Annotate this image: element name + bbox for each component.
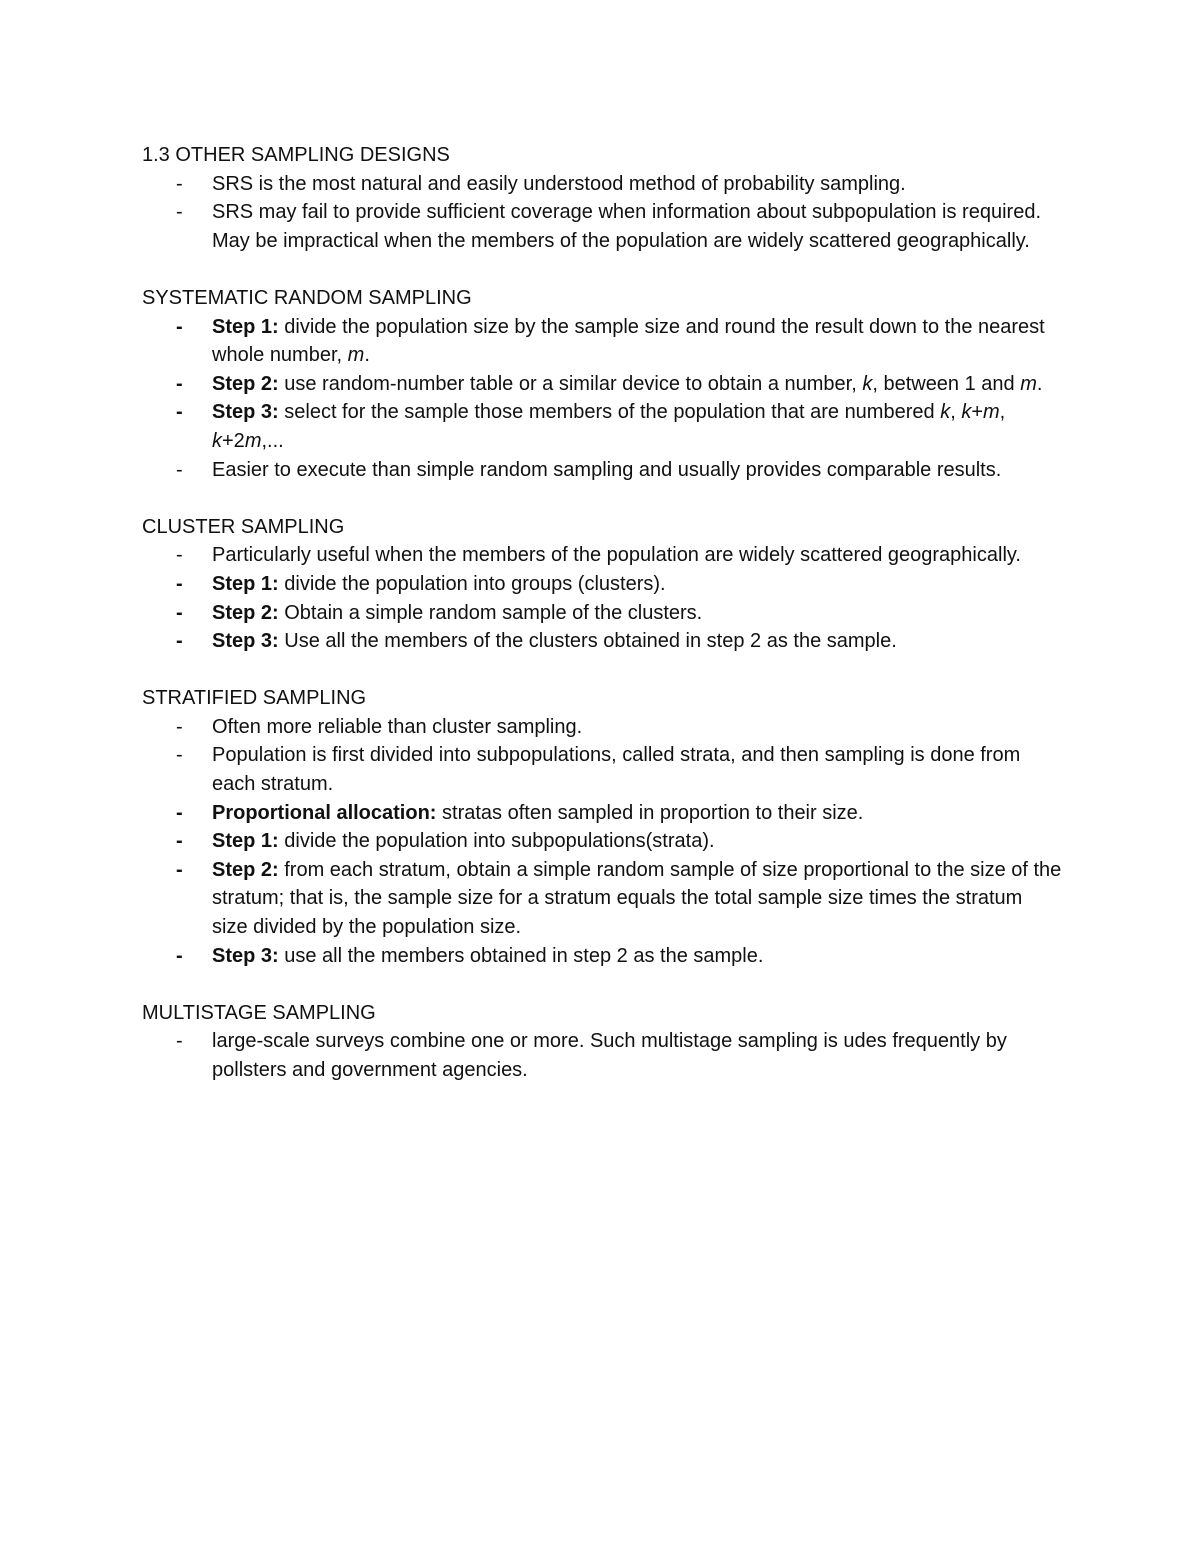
item-lead-label: Step 1: bbox=[212, 830, 279, 853]
item-lead-label: Proportional allocation: bbox=[212, 801, 437, 824]
item-text: SRS may fail to provide sufficient coverage when information about subpopulation is required. May be impractical when the members of the population are widely scattered geographically. bbox=[212, 201, 1041, 252]
item-text: select for the sample those members of the population that are numbered k, k+m, k+2m,... bbox=[212, 401, 1006, 452]
bullet-dash-icon: - bbox=[176, 572, 183, 595]
bullet-dash-icon: - bbox=[176, 201, 183, 224]
item-text: use random-number table or a similar device to obtain a number, k, between 1 and m. bbox=[284, 372, 1043, 395]
bullet-dash-icon: - bbox=[176, 715, 183, 738]
bullet-list bbox=[142, 713, 1062, 970]
list-item bbox=[142, 599, 1062, 628]
list-item bbox=[142, 313, 1062, 370]
section-cluster-sampling bbox=[142, 513, 1062, 656]
list-item bbox=[142, 198, 1062, 255]
bullet-dash-icon: - bbox=[176, 601, 183, 624]
item-lead-label: Step 1: bbox=[212, 315, 279, 338]
section-systematic-random-sampling bbox=[142, 284, 1062, 484]
list-item bbox=[142, 370, 1062, 399]
item-lead-label: Step 2: bbox=[212, 858, 279, 881]
bullet-dash-icon: - bbox=[176, 401, 183, 424]
bullet-dash-icon: - bbox=[176, 315, 183, 338]
list-item bbox=[142, 170, 1062, 199]
item-text: large-scale surveys combine one or more. Such multistage sampling is udes frequently by pollsters and government agencies. bbox=[212, 1030, 1007, 1081]
bullet-list bbox=[142, 541, 1062, 655]
item-lead-label: Step 2: bbox=[212, 601, 279, 624]
bullet-dash-icon: - bbox=[176, 830, 183, 853]
document-page bbox=[142, 141, 1062, 1113]
item-text: stratas often sampled in proportion to their size. bbox=[442, 801, 864, 824]
section-heading: 1.3 OTHER SAMPLING DESIGNS bbox=[142, 144, 450, 166]
bullet-dash-icon: - bbox=[176, 172, 183, 195]
bullet-dash-icon: - bbox=[176, 744, 183, 767]
item-text: Use all the members of the clusters obtained in step 2 as the sample. bbox=[284, 630, 897, 653]
item-text: use all the members obtained in step 2 as the sample. bbox=[284, 944, 764, 967]
item-text: divide the population size by the sample size and round the result down to the nearest whole number, m. bbox=[212, 315, 1045, 367]
section-other-sampling-designs bbox=[142, 141, 1062, 255]
item-text: from each stratum, obtain a simple random sample of size proportional to the size of the stratum; that is, the sample size for a stratum equals the total sample size times the stratum size divided by the population size. bbox=[212, 858, 1062, 939]
item-text: Particularly useful when the members of the population are widely scattered geographically. bbox=[212, 544, 1021, 567]
bullet-list bbox=[142, 313, 1062, 485]
item-text: divide the population into subpopulations(strata). bbox=[284, 830, 715, 853]
list-item bbox=[142, 856, 1062, 942]
bullet-dash-icon: - bbox=[176, 372, 183, 395]
bullet-dash-icon: - bbox=[176, 630, 183, 653]
item-text: SRS is the most natural and easily understood method of probability sampling. bbox=[212, 172, 906, 195]
item-text: divide the population into groups (clusters). bbox=[284, 572, 666, 595]
list-item bbox=[142, 827, 1062, 856]
item-lead-label: Step 3: bbox=[212, 944, 279, 967]
section-stratified-sampling bbox=[142, 684, 1062, 970]
section-heading: CLUSTER SAMPLING bbox=[142, 515, 345, 538]
item-text: Easier to execute than simple random sampling and usually provides comparable results. bbox=[212, 458, 1002, 481]
list-item bbox=[142, 398, 1062, 455]
list-item bbox=[142, 713, 1062, 742]
bullet-dash-icon: - bbox=[176, 858, 183, 881]
item-text: Often more reliable than cluster sampling. bbox=[212, 715, 583, 738]
section-heading: SYSTEMATIC RANDOM SAMPLING bbox=[142, 286, 472, 309]
item-text: Population is first divided into subpopulations, called strata, and then sampling is done from each stratum. bbox=[212, 744, 1021, 796]
item-lead-label: Step 1: bbox=[212, 572, 279, 595]
section-heading: STRATIFIED SAMPLING bbox=[142, 687, 367, 710]
item-text: Obtain a simple random sample of the clusters. bbox=[284, 601, 703, 624]
bullet-dash-icon: - bbox=[176, 801, 183, 824]
item-lead-label: Step 2: bbox=[212, 372, 279, 395]
bullet-dash-icon: - bbox=[176, 1030, 183, 1053]
item-lead-label: Step 3: bbox=[212, 630, 279, 653]
list-item bbox=[142, 456, 1062, 485]
section-multistage-sampling bbox=[142, 999, 1062, 1085]
bullet-dash-icon: - bbox=[176, 458, 183, 481]
list-item bbox=[142, 799, 1062, 828]
item-lead-label: Step 3: bbox=[212, 401, 279, 424]
bullet-dash-icon: - bbox=[176, 544, 183, 567]
list-item bbox=[142, 627, 1062, 656]
bullet-dash-icon: - bbox=[176, 944, 183, 967]
list-item bbox=[142, 942, 1062, 971]
list-item bbox=[142, 741, 1062, 798]
bullet-list bbox=[142, 170, 1062, 256]
bullet-list bbox=[142, 1027, 1062, 1084]
list-item bbox=[142, 541, 1062, 570]
section-heading: MULTISTAGE SAMPLING bbox=[142, 1001, 376, 1024]
list-item bbox=[142, 570, 1062, 599]
list-item bbox=[142, 1027, 1062, 1084]
